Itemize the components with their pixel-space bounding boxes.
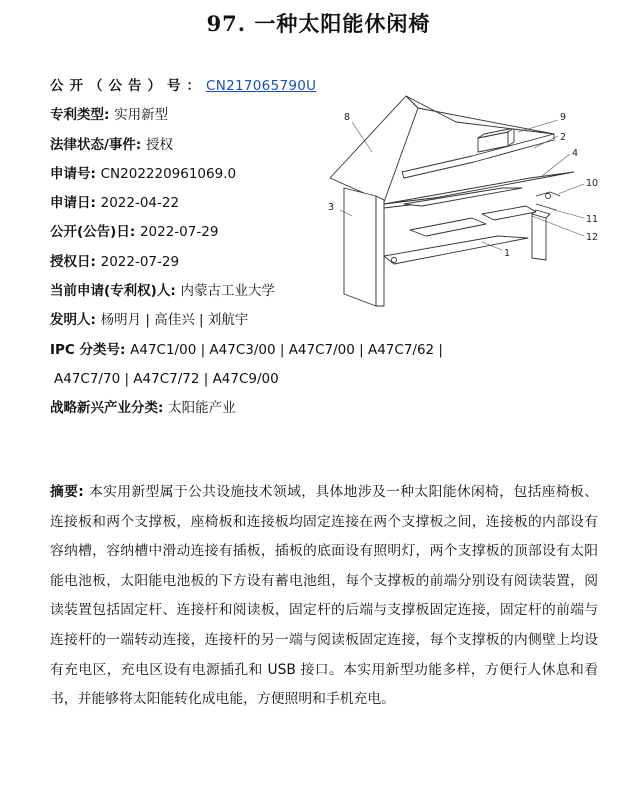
- figure-label-8: 8: [344, 112, 351, 123]
- field-value: 授权: [146, 136, 174, 153]
- rod-joint-left: [392, 258, 397, 263]
- field-label: 法律状态/事件:: [50, 136, 147, 153]
- field-label: 申请号:: [50, 165, 101, 182]
- field-label: 战略新兴产业分类:: [50, 400, 169, 417]
- field-value: 2022-07-29: [139, 224, 219, 241]
- reading-board-left: [410, 218, 486, 236]
- figure-label-4: 4: [572, 148, 579, 159]
- left-support-panel: [344, 188, 376, 306]
- publication-number-link[interactable]: CN217065790U: [206, 78, 317, 94]
- field-label: 申请日:: [50, 195, 101, 212]
- patent-drawing: [322, 92, 612, 308]
- rod-11: [536, 204, 556, 210]
- figure-label-1: 1: [504, 248, 511, 259]
- field-label: 当前申请(专利权)人:: [50, 283, 181, 300]
- abstract-text: 本实用新型属于公共设施技术领域，具体地涉及一种太阳能休闲椅，包括座椅板、连接板和两个支撑板，座椅板和连接板均固定连接在两个支撑板之间，连接板的内部设有容纳槽，容纳槽中滑动连接有插板，插板的底面设有照明灯，两个支撑板的顶部设有太阳能电池板，太阳能电池板的下方设有蓄电池组，每个支撑板的前端分别设有阅读装置，阅读装置包括固定杆、连接杆和阅读板，固定杆的后端与支撑板固定连接，固定杆的前端与连接杆的一端转动连接，连接杆的另一端与阅读板固定连接，每个支撑板的内侧壁上均设有充电区，充电区设有电源插孔和 USB 接口。本实用新型功能多样，方便行人休息和看书，并能够将太阳能转化成电能，方便照明和手机充电。: [50, 484, 599, 708]
- field-value: 2022-04-22: [100, 195, 180, 212]
- field-value: 内蒙古工业大学: [180, 283, 275, 300]
- field-industry: [50, 394, 470, 423]
- field-ipc: [50, 336, 470, 365]
- roof-ridge: [406, 96, 554, 134]
- field-label: 公开(公告)日:: [50, 224, 140, 241]
- figure-label-10: 10: [586, 178, 599, 189]
- abstract-label: 摘要:: [50, 484, 89, 500]
- connecting-board: [384, 172, 574, 204]
- patent-drawing-svg: [322, 92, 612, 308]
- field-label: IPC 分类号:: [50, 341, 131, 358]
- reading-board-right: [482, 206, 536, 220]
- field-label: 公开（公告）号：: [50, 78, 206, 94]
- field-label: 授权日:: [50, 253, 101, 270]
- field-label: 发明人:: [50, 312, 101, 329]
- field-label: 专利类型:: [50, 107, 115, 124]
- field-ipc-continued: [50, 365, 470, 394]
- field-value: 实用新型: [114, 107, 169, 124]
- figure-label-9: 9: [560, 112, 567, 123]
- left-support-side: [376, 196, 384, 306]
- field-value: A47C1/00 | A47C3/00 | A47C7/00 | A47C7/62 |: [130, 341, 443, 358]
- page-title: 97. 一种太阳能休闲椅: [206, 11, 431, 36]
- figure-label-11: 11: [586, 214, 599, 225]
- field-value: CN202220961069.0: [100, 165, 237, 182]
- field-inventor: [50, 306, 470, 335]
- field-value: 杨明月 | 高佳兴 | 刘航宇: [100, 312, 249, 329]
- figure-label-12: 12: [586, 232, 599, 243]
- abstract-paragraph: [50, 478, 598, 715]
- right-support-panel: [532, 214, 546, 260]
- field-value: A47C7/70 | A47C7/72 | A47C9/00: [54, 370, 279, 387]
- figure-label-2: 2: [560, 132, 567, 143]
- figure-label-3: 3: [328, 202, 335, 213]
- field-value: 太阳能产业: [168, 400, 236, 417]
- rod-joint-right: [546, 194, 551, 199]
- field-value: 2022-07-29: [100, 253, 180, 270]
